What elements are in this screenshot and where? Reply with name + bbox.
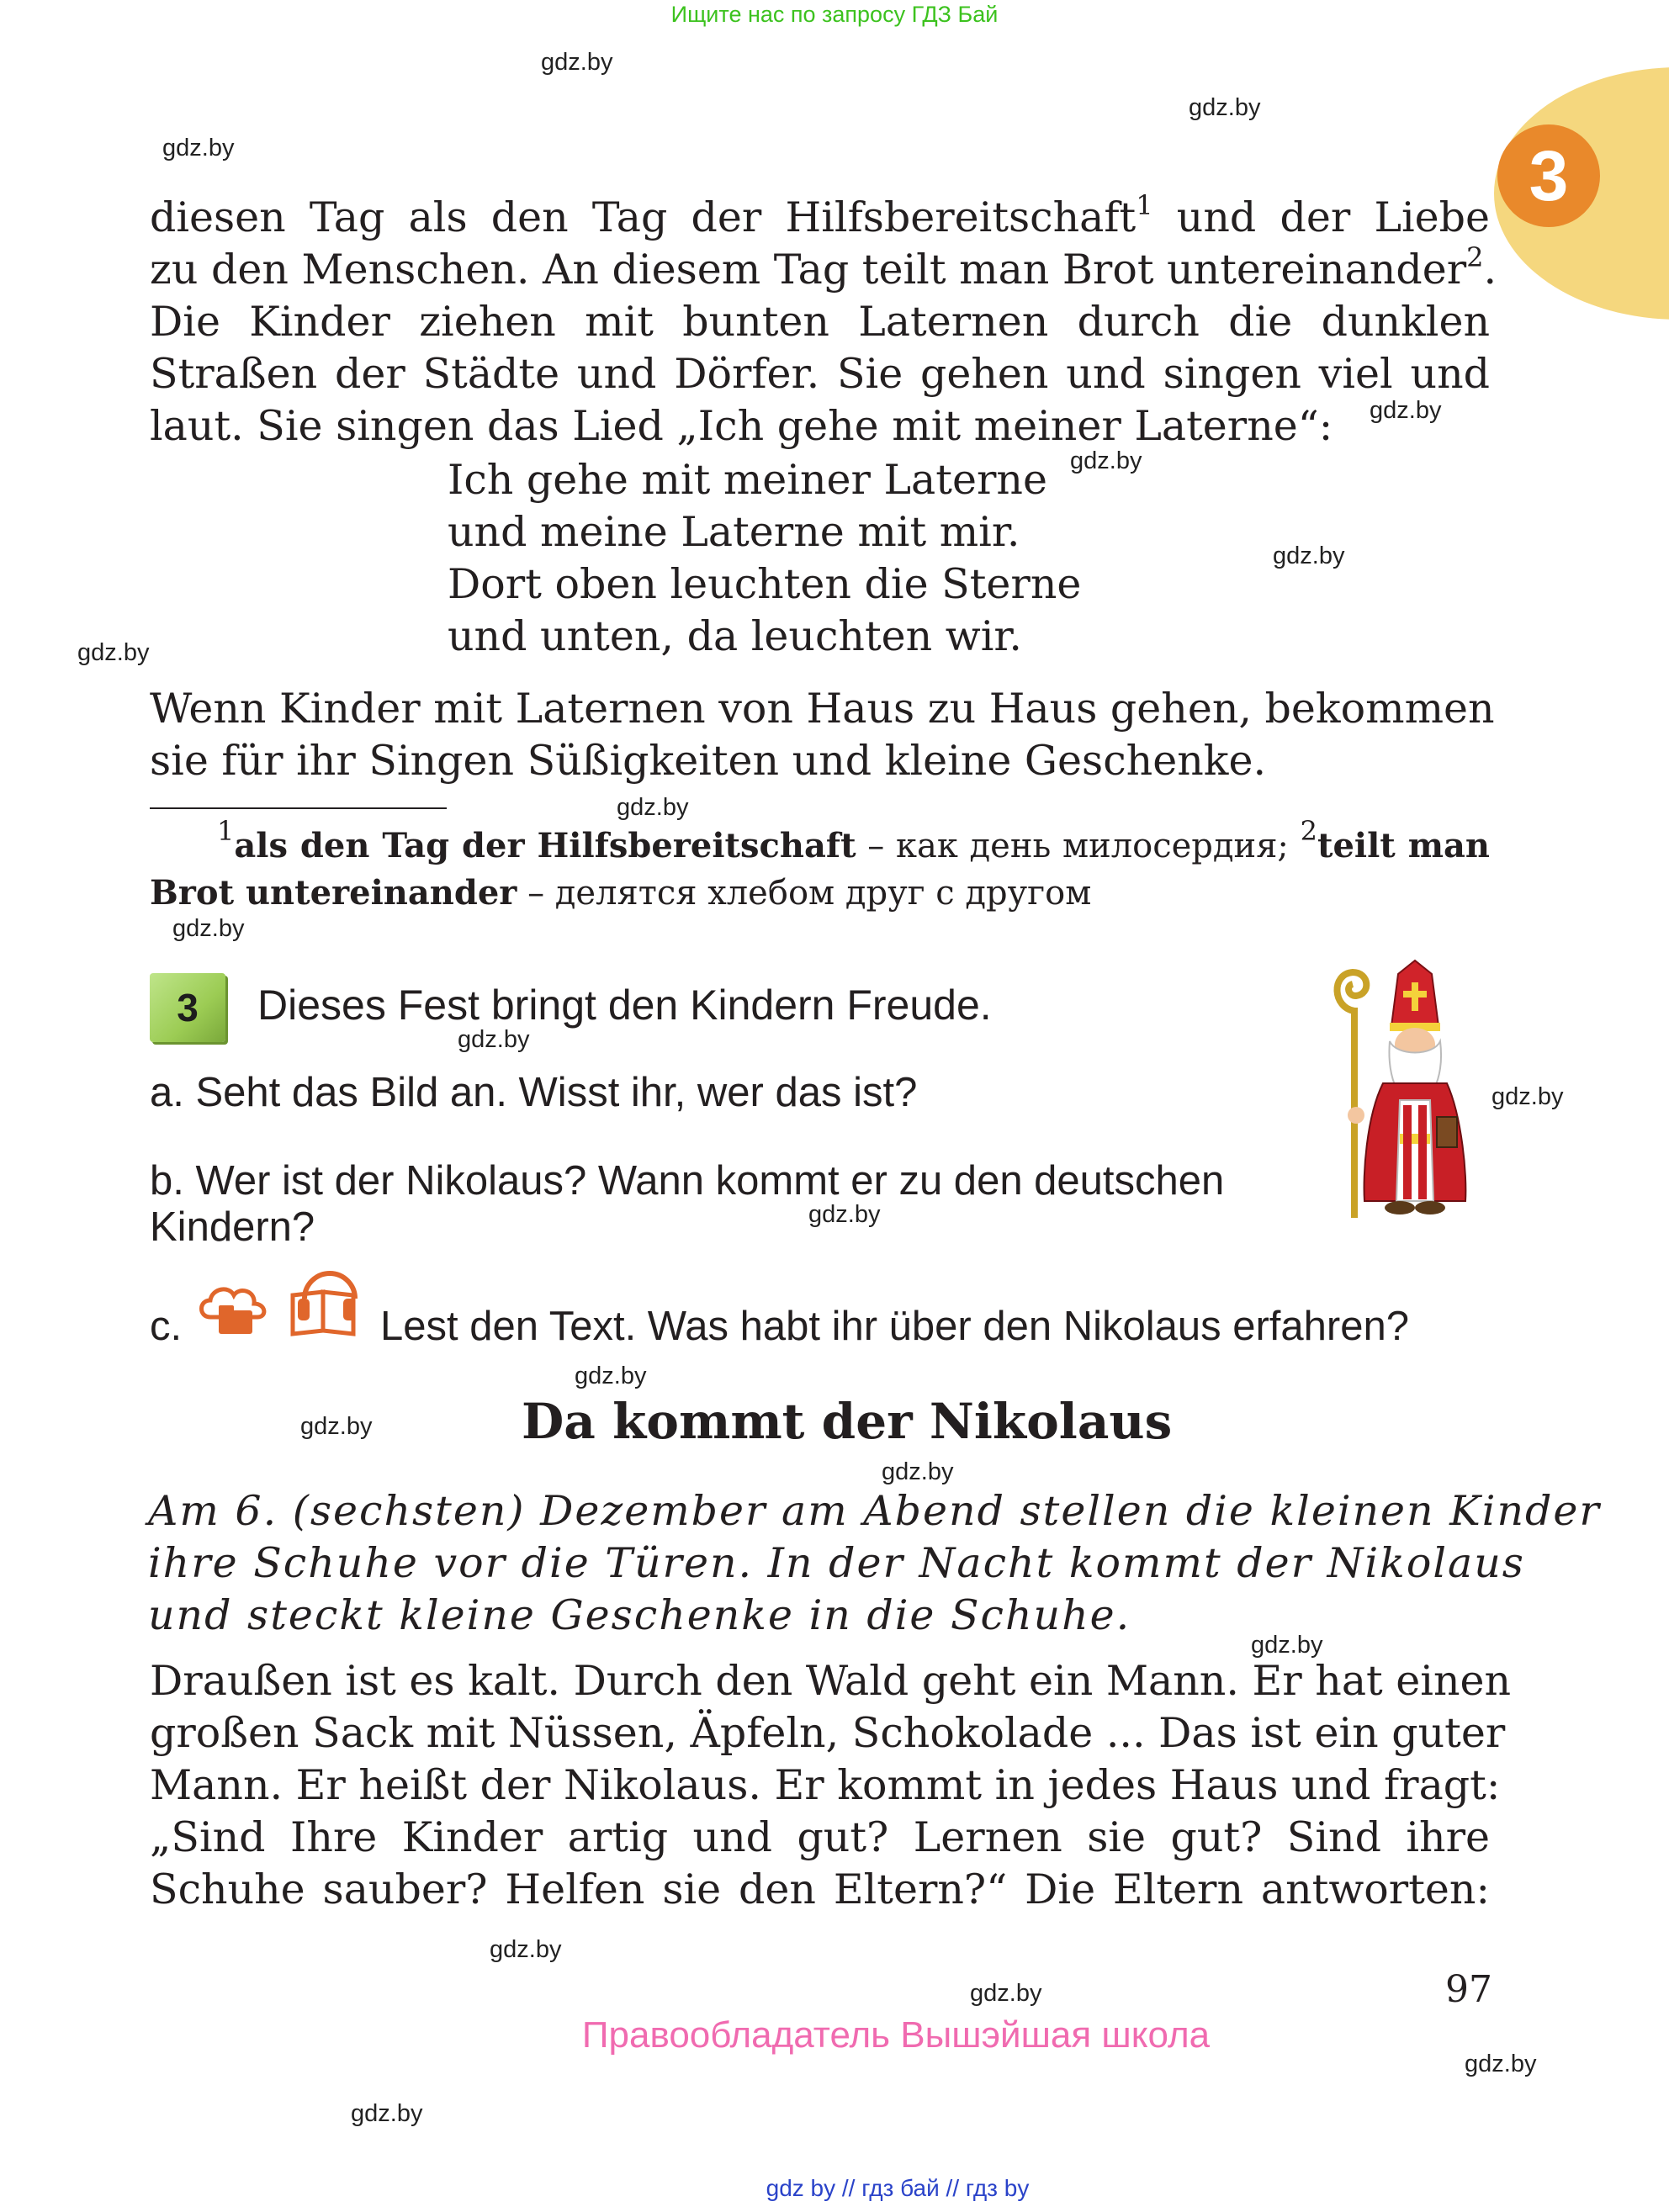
watermark: gdz.by (172, 915, 245, 942)
story-intro (148, 1485, 1601, 1642)
task-item-c-label: c. (150, 1304, 183, 1349)
watermark: gdz.by (458, 1026, 530, 1053)
story-title: Da kommt der Nikolaus (522, 1393, 1173, 1450)
page-number: 97 (1445, 1968, 1492, 2011)
rights-note: Правообладатель Вышэйшая школа (581, 2014, 1211, 2056)
bottom-links[interactable]: gdz by // гдз бай // гдз by (766, 2175, 1030, 2201)
watermark: gdz.by (970, 1980, 1042, 2007)
watermark: gdz.by (300, 1413, 373, 1440)
poem-line: und meine Laterne mit mir. (448, 508, 1020, 556)
book-audio-icon[interactable] (286, 1270, 367, 1341)
watermark: gdz.by (1465, 2051, 1537, 2077)
text-line: Schuhe sauber? Helfen sie den Eltern?“ Die Eltern antworten: (150, 1865, 1490, 1913)
text-line: Die Kinder ziehen mit bunten Laternen durch die dunklen (150, 298, 1490, 346)
task-number-badge: 3 (150, 973, 225, 1042)
task-item-a: a. Seht das Bild an. Wisst ihr, wer das ist? (150, 1070, 918, 1115)
text-line: Am 6. (sechsten) Dezember am Abend stellen die kleinen Kinder (148, 1487, 1601, 1535)
watermark: gdz.by (808, 1201, 881, 1228)
text-line: ihre Schuhe vor die Türen. In der Nacht kommt der Nikolaus (148, 1539, 1525, 1587)
watermark: gdz.by (882, 1458, 954, 1485)
text-line: „Sind Ihre Kinder artig und gut? Lernen sie gut? Sind ihre (150, 1813, 1490, 1861)
poem-line: Ich gehe mit meiner Laterne (448, 456, 1047, 504)
watermark: gdz.by (490, 1936, 562, 1963)
text-line: Wenn Kinder mit Laternen von Haus zu Haus gehen, bekommen (150, 685, 1495, 733)
watermark: gdz.by (1070, 447, 1142, 474)
text-line: und steckt kleine Geschenke in die Schuhe. (148, 1591, 1131, 1639)
watermark: gdz.by (1492, 1083, 1564, 1110)
footnote-divider (150, 807, 447, 809)
nikolaus-illustration (1322, 957, 1482, 1226)
intro-paragraph (150, 189, 1497, 452)
text-line: Mann. Er heißt der Nikolaus. Er kommt in jedes Haus und fragt: (150, 1761, 1501, 1809)
watermark: gdz.by (575, 1363, 647, 1389)
watermark: gdz.by (617, 794, 689, 821)
story-body (150, 1655, 1512, 1916)
poem-line: Dort oben leuchten die Sterne (448, 560, 1082, 608)
watermark: gdz.by (162, 135, 235, 161)
watermark: gdz.by (351, 2100, 423, 2127)
search-note: Ищите нас по запросу ГДЗ Бай (670, 2, 999, 27)
watermark: gdz.by (1370, 397, 1442, 424)
text-line: sie für ihr Singen Süßigkeiten und kleine Geschenke. (150, 737, 1267, 785)
watermark: gdz.by (1273, 542, 1345, 569)
after-poem-paragraph (150, 683, 1495, 787)
task-title: Dieses Fest bringt den Kindern Freude. (257, 982, 992, 1029)
watermark: gdz.by (541, 49, 613, 76)
footnote-line: $^1$als den Tag der Hilfsbereitschaft – как день милосердия; $^2$teilt man (217, 815, 1491, 865)
watermark: gdz.by (77, 639, 150, 666)
task-item-b-continued: Kindern? (150, 1204, 315, 1250)
text-line: Straßen der Städte und Dörfer. Sie gehen und singen viel und (150, 350, 1490, 398)
watermark: gdz.by (1189, 94, 1261, 121)
poem (448, 454, 1081, 663)
task-item-c: Lest den Text. Was habt ihr über den Nikolaus erfahren? (380, 1304, 1409, 1349)
text-line: diesen Tag als den Tag der Hilfsbereitschaft$^1$ und der Liebe (150, 189, 1491, 241)
text-line: Draußen ist es kalt. Durch den Wald geht ein Mann. Er hat einen (150, 1657, 1512, 1705)
text-line: großen Sack mit Nüssen, Äpfeln, Schokolade ... Das ist ein guter (150, 1709, 1506, 1757)
cloud-folder-icon[interactable] (195, 1278, 273, 1339)
text-line: laut. Sie singen das Lied „Ich gehe mit meiner Laterne“: (150, 402, 1333, 450)
footnote-line: Brot untereinander – делятся хлебом друг с другом (150, 873, 1092, 913)
footnote (150, 815, 1491, 917)
watermark: gdz.by (1251, 1632, 1323, 1659)
task-item-b: b. Wer ist der Nikolaus? Wann kommt er zu den deutschen (150, 1158, 1225, 1204)
chapter-number-badge: 3 (1497, 124, 1600, 227)
text-line: zu den Menschen. An diesem Tag teilt man Brot untereinander$^2$. (150, 241, 1497, 294)
poem-line: und unten, da leuchten wir. (448, 612, 1023, 660)
